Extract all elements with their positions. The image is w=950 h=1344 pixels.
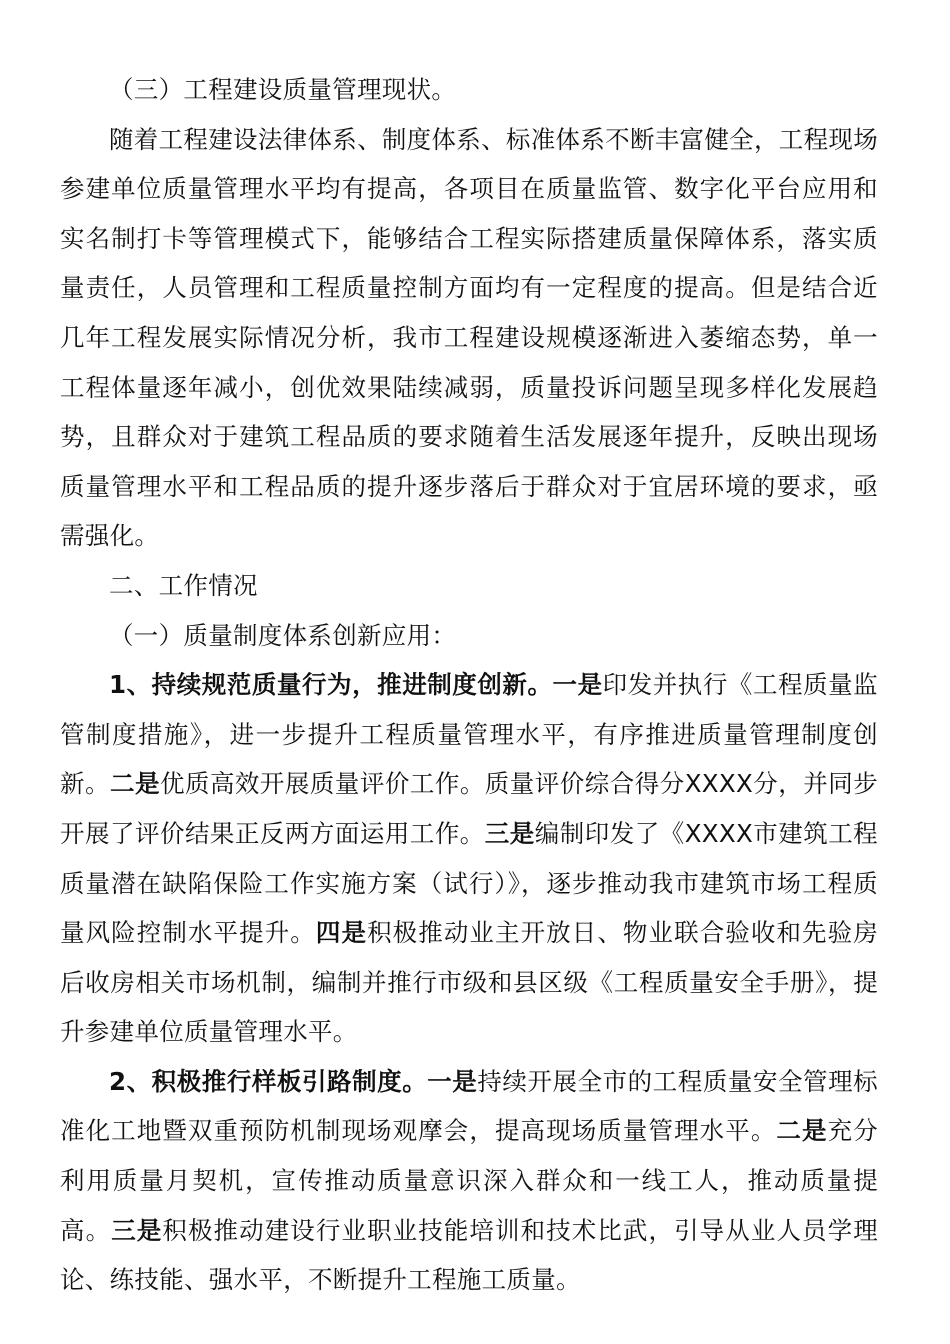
document-page (60, 65, 878, 1305)
paragraph-item-2 (60, 1057, 878, 1305)
item-1-text-1: 印发并执行《工程质量监管制度措施》，进一步提升工程质量管理水平，有序推进质量管理制度创新。 (60, 670, 878, 799)
item-1-marker-4: 四是 (315, 918, 368, 948)
item-1-marker-1: 一是 (552, 670, 603, 700)
item-2-title: 2、积极推行样板引路制度。 (109, 1066, 428, 1096)
item-1-text-3: 编制印发了《XXXX市建筑工程质量潜在缺陷保险工作实施方案（试行）》，逐步推动我市建筑市场工程质量风险控制水平提升。 (60, 818, 878, 948)
item-2-text-3: 积极推动建设行业职业技能培训和技术比武，引导从业人员学理论、练技能、强水平，不断提升工程施工质量。 (60, 1215, 879, 1295)
item-2-marker-3: 三是 (111, 1215, 163, 1245)
item-1-text-2: 优质高效开展质量评价工作。质量评价综合得分XXXX分，并同步开展了评价结果正反两方面运用工作。 (60, 769, 878, 848)
section-heading-quality-status: （三）工程建设质量管理现状。 (109, 75, 457, 104)
item-2-marker-1: 一是 (427, 1066, 478, 1096)
section-heading-work: 二、工作情况 (109, 570, 258, 600)
paragraph-quality-status: 随着工程建设法律体系、制度体系、标准体系不断丰富健全，工程现场参建单位质量管理水平均有提高，各项目在质量监管、数字化平台应用和实名制打卡等管理模式下，能够结合工程实际搭建质量保障体系，落实质量责任，人员管理和工程质量控制方面均有一定程度的提高。但是结合近几年工程发展实际情况分析，我市工程建设规模逐渐进入萎缩态势，单一工程体量逐年减小，创优效果陆续减弱，质量投诉问题呈现多样化发展趋势，且群众对于建筑工程品质的要求随着生活发展逐年提升，反映出现场质量管理水平和工程品质的提升逐步落后于群众对于宜居环境的要求，亟需强化。 (60, 124, 878, 551)
paragraph-item-1 (60, 660, 878, 1057)
item-1-marker-2: 二是 (109, 769, 160, 799)
item-2-text-2: 充分利用质量月契机，宣传推动质量意识深入群众和一线工人，推动质量提高。 (60, 1116, 878, 1245)
subsection-heading-system-innovation: （一）质量制度体系创新应用： (109, 620, 457, 650)
item-1-title: 1、持续规范质量行为，推进制度创新。 (109, 670, 553, 700)
item-2-marker-2: 二是 (776, 1116, 828, 1146)
item-1-text-4: 积极推动业主开放日、物业联合验收和先验房后收房相关市场机制，编制并推行市级和县区级《工程质量安全手册》，提升参建单位质量管理水平。 (60, 918, 879, 1047)
item-2-text-1: 持续开展全市的工程质量安全管理标准化工地暨双重预防机制现场观摩会，提高现场质量管理水平。 (60, 1066, 878, 1146)
item-1-marker-3: 三是 (484, 818, 535, 848)
